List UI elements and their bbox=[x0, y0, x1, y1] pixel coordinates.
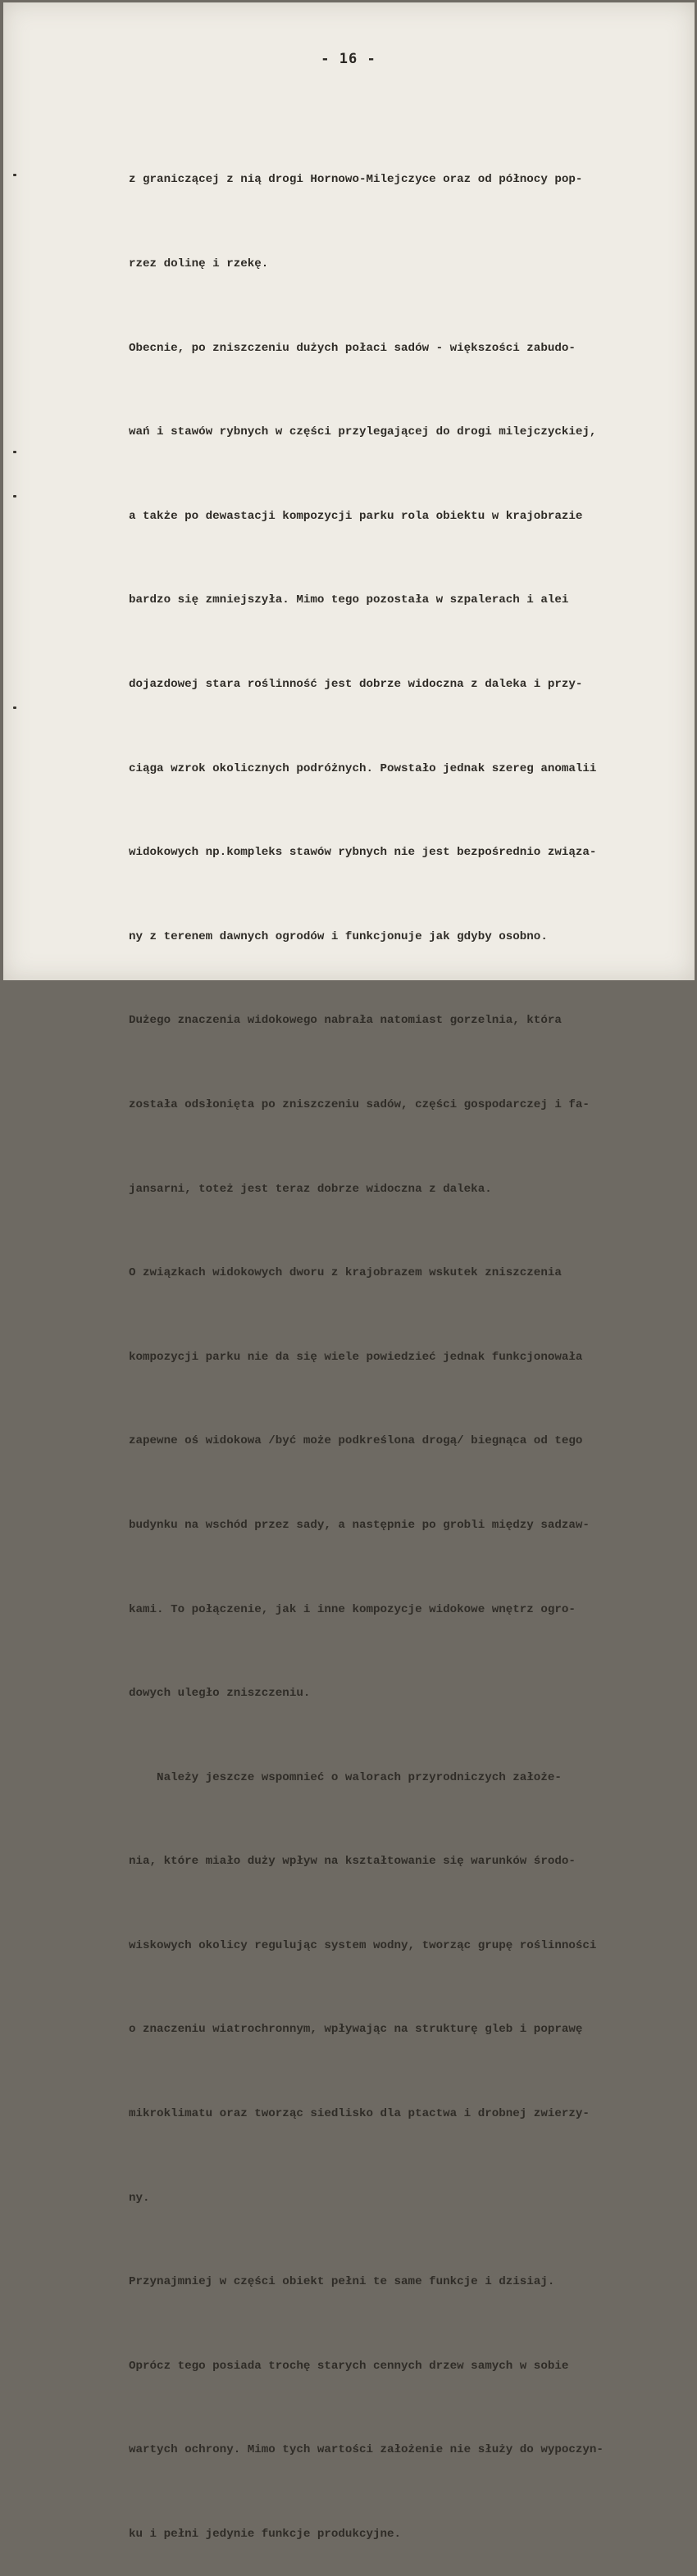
text-line: O związkach widokowych dworu z krajobrazem wskutek zniszczenia bbox=[129, 1266, 562, 1280]
text-line: a także po dewastacji kompozycji parku rola obiektu w krajobrazie bbox=[129, 509, 583, 523]
text-line: bardzo się zmniejszyła. Mimo tego pozostała w szpalerach i alei bbox=[129, 593, 569, 607]
text-line: Obecnie, po zniszczeniu dużych połaci sadów - większości zabudo- bbox=[129, 341, 576, 355]
text-line: wiskowych okolicy regulując system wodny, tworząc grupę roślinności bbox=[129, 1938, 597, 1952]
page-number: - 16 - bbox=[321, 51, 376, 67]
text-line: nia, które miało duży wpływ na kształtowanie się warunków środo- bbox=[129, 1855, 576, 1869]
text-line: Dużego znaczenia widokowego nabrała natomiast gorzelnia, która bbox=[129, 1014, 562, 1028]
text-line: kompozycji parku nie da się wiele powiedzieć jednak funkcjonowała bbox=[129, 1350, 583, 1364]
text-line: kami. To połączenie, jak i inne kompozycje widokowe wnętrz ogro- bbox=[129, 1602, 576, 1616]
text-line: z graniczącej z nią drogi Hornowo-Milejczyce oraz od północy pop- bbox=[129, 173, 583, 187]
text-line: budynku na wschód przez sady, a następnie po grobli między sadzaw- bbox=[129, 1518, 590, 1532]
margin-mark bbox=[13, 495, 16, 497]
text-line: wań i stawów rybnych w części przylegającej do drogi milejczyckiej, bbox=[129, 425, 597, 439]
text-line: mikroklimatu oraz tworząc siedlisko dla ptactwa i drobnej zwierzy- bbox=[129, 2107, 590, 2121]
text-line: widokowych np.kompleks stawów rybnych nie jest bezpośrednio związa- bbox=[129, 846, 597, 860]
text-line: ny. bbox=[129, 2191, 150, 2205]
text-line: wartych ochrony. Mimo tych wartości założenie nie służy do wypoczyn- bbox=[129, 2443, 604, 2457]
text-line: ku i pełni jedynie funkcje produkcyjne. bbox=[129, 2528, 402, 2542]
margin-mark bbox=[13, 174, 16, 176]
text-line: jansarni, toteż jest teraz dobrze widoczna z daleka. bbox=[129, 1182, 492, 1196]
text-line: Należy jeszcze wspomnieć o walorach przyrodniczych założe- bbox=[129, 1770, 562, 1784]
text-line: zapewne oś widokowa /być może podkreślona drogą/ biegnąca od tego bbox=[129, 1434, 583, 1448]
text-line: została odsłonięta po zniszczeniu sadów, części gospodarczej i fa- bbox=[129, 1097, 590, 1111]
margin-mark bbox=[13, 706, 16, 709]
text-line: ciąga wzrok okolicznych podróżnych. Powstało jednak szereg anomalii bbox=[129, 761, 597, 775]
text-line: o znaczeniu wiatrochronnym, wpływając na strukturę gleb i poprawę bbox=[129, 2023, 583, 2037]
text-line: dojazdowej stara roślinność jest dobrze widoczna z daleka i przy- bbox=[129, 677, 583, 691]
margin-mark bbox=[13, 451, 16, 453]
text-line: Przynajmniej w części obiekt pełni te same funkcje i dzisiaj. bbox=[129, 2275, 555, 2289]
text-line: Oprócz tego posiada trochę starych cennych drzew samych w sobie bbox=[129, 2359, 569, 2373]
body-text bbox=[129, 110, 695, 2576]
text-line: rzez dolinę i rzekę. bbox=[129, 257, 269, 270]
text-line: dowych uległo zniszczeniu. bbox=[129, 1687, 311, 1701]
text-line: ny z terenem dawnych ogrodów i funkcjonuje jak gdyby osobno. bbox=[129, 929, 548, 943]
